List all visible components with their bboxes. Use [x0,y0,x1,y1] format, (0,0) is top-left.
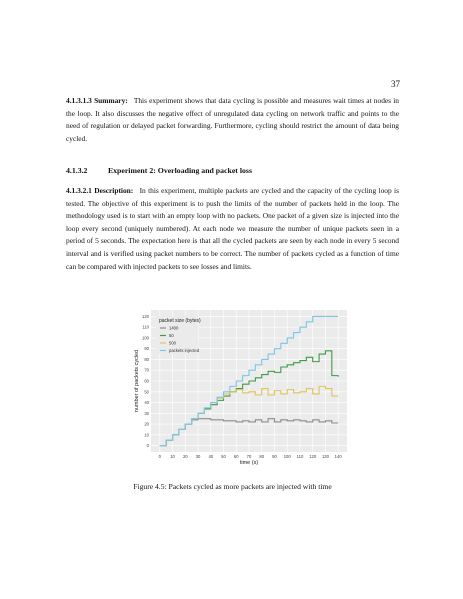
x-tick-label: 40 [208,454,214,459]
x-tick-label: 60 [233,454,239,459]
y-axis-label: number of packets cycled [134,349,140,413]
x-tick-label: 100 [283,454,291,459]
x-tick-label: 90 [272,454,277,459]
legend-entry: 50 [169,333,174,338]
y-tick-label: 80 [144,356,149,362]
legend [156,316,201,354]
x-tick-label: 0 [158,454,161,459]
description-paragraph [66,185,399,273]
y-tick-label: 40 [144,400,149,406]
x-tick-label: 130 [321,454,329,459]
x-tick-label: 80 [259,454,265,459]
legend-entry: packets injected [169,348,200,353]
page-number: 37 [391,79,400,89]
y-tick-label: 10 [144,432,149,438]
y-tick-label: 100 [142,335,149,341]
x-tick-label: 70 [246,454,252,459]
figure-caption: Figure 4.5: Packets cycled as more packets are injected with time [133,482,332,491]
y-tick-label: 20 [144,421,149,427]
y-tick-label: 90 [144,346,149,352]
y-tick-label: 60 [144,378,149,384]
description-heading: 4.1.3.2.1 Description: [66,186,134,195]
y-tick-label: 0 [146,443,149,449]
section-title: Experiment 2: Overloading and packet loss [107,166,252,175]
figure-chart [133,306,353,466]
summary-heading: 4.1.3.1.3 Summary: [66,96,128,105]
y-tick-label: 120 [142,313,149,319]
y-tick-label: 70 [144,367,149,373]
x-tick-label: 140 [334,454,342,459]
x-axis-label: time (s) [239,460,259,466]
section-number: 4.1.3.2 [66,166,88,175]
description-text: In this experiment, multiple packets are cycled and the capacity of the cycling loop is tested. The objective of this experiment is to push the limits of the number of packets held in the loop. The methodology used is to start with an empty loop with no packets. One packet of a given size is injected into the loop every second (uniquely numbered). At each node we measure the number of unique packets seen in a period of 5 seconds. The expectation here is that all the cycled packets are seen by each node in every 5 second interval and is verified using packet numbers to be correct. The number of packets cycled as a function of time can be compared with injected packets to see losses and limits. [66,186,399,271]
legend-title: packet size (bytes) [159,318,201,324]
y-tick-label: 50 [144,389,149,395]
legend-entry: 1400 [169,325,179,331]
section-heading [66,166,252,175]
chart-svg [133,306,353,466]
y-tick-label: 110 [142,324,149,330]
legend-entry: 500 [169,340,176,346]
x-tick-label: 30 [195,454,201,459]
x-tick-label: 120 [309,454,317,459]
x-tick-label: 10 [170,454,175,459]
y-tick-label: 30 [144,410,149,416]
summary-paragraph [66,95,399,145]
x-tick-label: 110 [296,454,304,459]
x-tick-label: 20 [182,454,188,459]
summary-text: This experiment shows that data cycling is possible and measures wait times at nodes in the loop. It also discusses the negative effect of unregulated data cycling on network traffic and points to the need of regulation or delayed packet forwarding. Furthermore, cycling should restrict the amount of data being cycled. [66,96,399,143]
x-tick-label: 50 [221,454,226,459]
